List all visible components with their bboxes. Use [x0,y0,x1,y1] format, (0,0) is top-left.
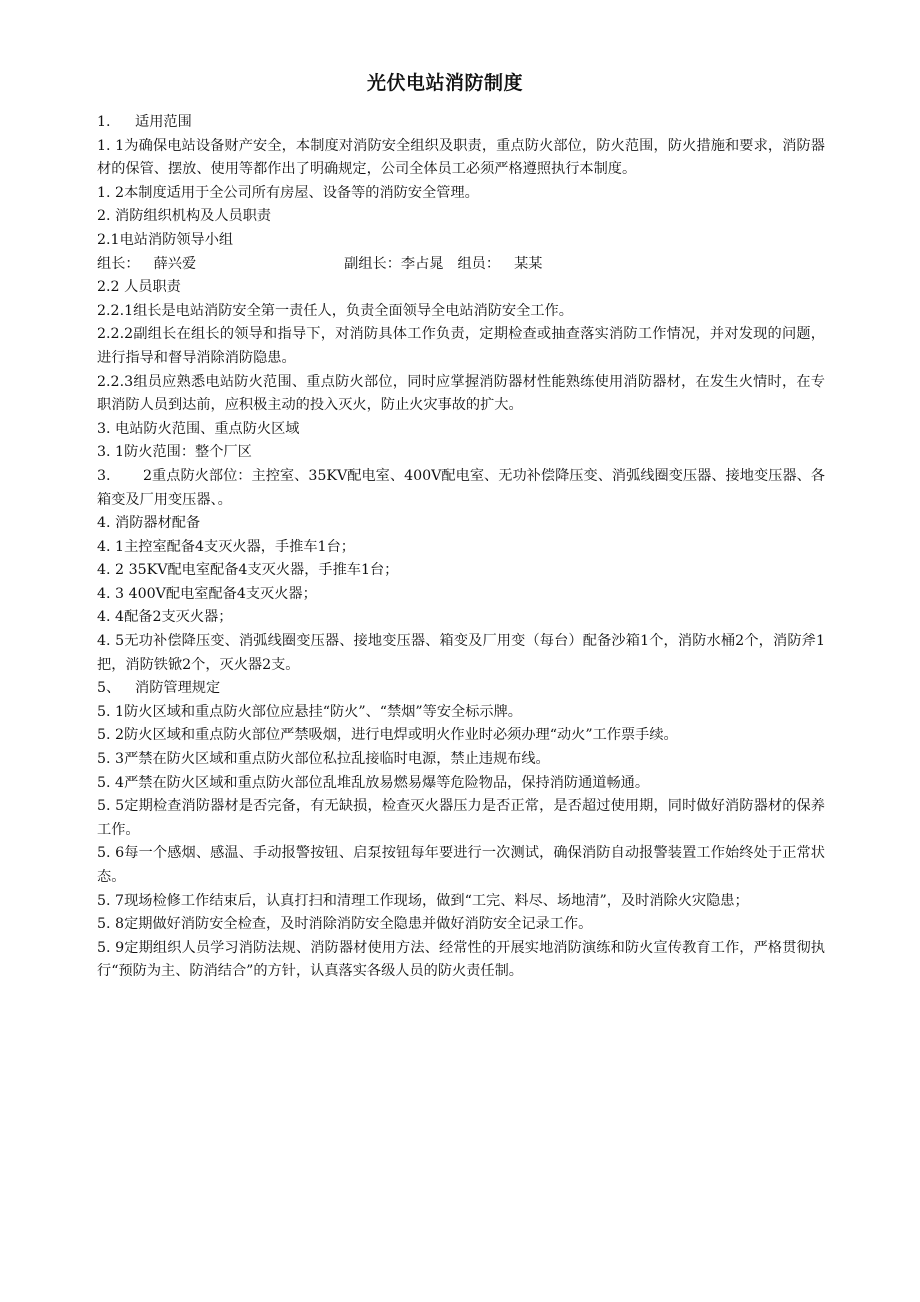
document-title: 光伏电站消防制度 [366,72,523,94]
paragraph: 5. 6每一个感烟、感温、手动报警按钮、启泵按钮每年要进行一次测试，确保消防自动报警装置工作始终处于正常状态。 [97,845,825,885]
paragraph: 5. 5定期检查消防器材是否完备，有无缺损，检查灭火器压力是否正常，是否超过使用期，同时做好消防器材的保养工作。 [97,798,825,838]
subsection-heading: 2.2 人员职责 [97,279,181,296]
section-number: 5、 [97,680,121,697]
item-text: 2重点防火部位：主控室、35KV配电室、400V配电室、无功补偿降压变、消弧线圈变压器、接地变压器、各箱变及厂用变压器、。 [97,467,825,508]
leader-label: 组长： [97,255,140,272]
paragraph [97,465,825,512]
section-number: 1. [97,114,111,130]
paragraph: 4. 4配备2支灭火器； [97,609,233,626]
paragraph: 1. 2本制度适用于全公司所有房屋、设备等的消防安全管理。 [97,184,479,201]
paragraph: 5. 4严禁在防火区域和重点防火部位乱堆乱放易燃易爆等危险物品，保持消防通道畅通。 [97,774,650,791]
section-heading-text: 消防管理规定 [135,680,221,697]
leader-name: 薛兴爱 [153,255,197,272]
section-heading: 2. 消防组织机构及人员职责 [97,208,272,225]
paragraph: 2.2.3组员应熟悉电站防火范围、重点防火部位，同时应掌握消防器材性能熟练使用消防器材，在发生火情时，在专职消防人员到达前，应积极主动的投入灭火，防止火灾事故的扩大。 [97,373,825,414]
paragraph: 4. 1主控室配备4支灭火器，手推车1台； [97,538,355,555]
item-number: 3. [97,467,111,484]
paragraph: 5. 1防火区域和重点防火部位应悬挂“防火”、“禁烟”等安全标示牌。 [97,703,522,720]
document-body [97,111,825,984]
paragraph: 5. 8定期做好消防安全检查，及时消除消防安全隐患并做好消防安全记录工作。 [97,916,593,933]
paragraph: 2.2.2副组长在组长的领导和指导下，对消防具体工作负责，定期检查或抽查落实消防工作情况，并对发现的问题，进行指导和督导消除消防隐患。 [97,326,825,366]
member-name: 某某 [514,255,543,272]
section-heading [97,677,825,701]
leader-line [97,253,825,277]
paragraph: 2.2.1组长是电站消防安全第一责任人，负责全面领导全电站消防安全工作。 [97,302,573,319]
subsection-heading: 2.1电站消防领导小组 [97,231,234,248]
member-label: 组员： [457,255,501,272]
paragraph: 3. 1防火范围：整个厂区 [97,444,252,461]
deputy-label: 副组长：李占晁 [344,255,444,272]
paragraph: 5. 2防火区域和重点防火部位严禁吸烟，进行电焊或明火作业时必须办理“动火”工作票手续。 [97,727,678,744]
paragraph: 4. 5无功补偿降压变、消弧线圈变压器、接地变压器、箱变及厂用变（每台）配备沙箱1个，消防水桶2个，消防斧1把，消防铁锨2个，灭火器2支。 [97,633,825,673]
paragraph: 4. 2 35KV配电室配备4支灭火器，手推车1台； [97,562,399,579]
paragraph: 5. 9定期组织人员学习消防法规、消防器材使用方法、经常性的开展实地消防演练和防火宣传教育工作，严格贯彻执行“预防为主、防消结合”的方针，认真落实各级人员的防火责任制。 [97,939,825,980]
paragraph: 1. 1为确保电站设备财产安全，本制度对消防安全组织及职责，重点防火部位，防火范围，防火措施和要求，消防器材的保管、摆放、使用等都作出了明确规定，公司全体员工必须严格遵照执行本制度。 [97,137,825,178]
section-heading: 3. 电站防火范围、重点防火区域 [97,420,300,437]
paragraph: 5. 3严禁在防火区域和重点防火部位私拉乱接临时电源，禁止违规布线。 [97,751,550,768]
paragraph: 5. 7现场检修工作结束后，认真打扫和清理工作现场，做到“工完、料尽、场地清”，及时消除火灾隐患； [97,892,749,909]
section-heading [97,111,825,135]
paragraph: 4. 3 400V配电室配备4支灭火器； [97,585,317,602]
section-heading: 4. 消防器材配备 [97,515,201,532]
section-heading-text: 适用范围 [135,114,192,130]
